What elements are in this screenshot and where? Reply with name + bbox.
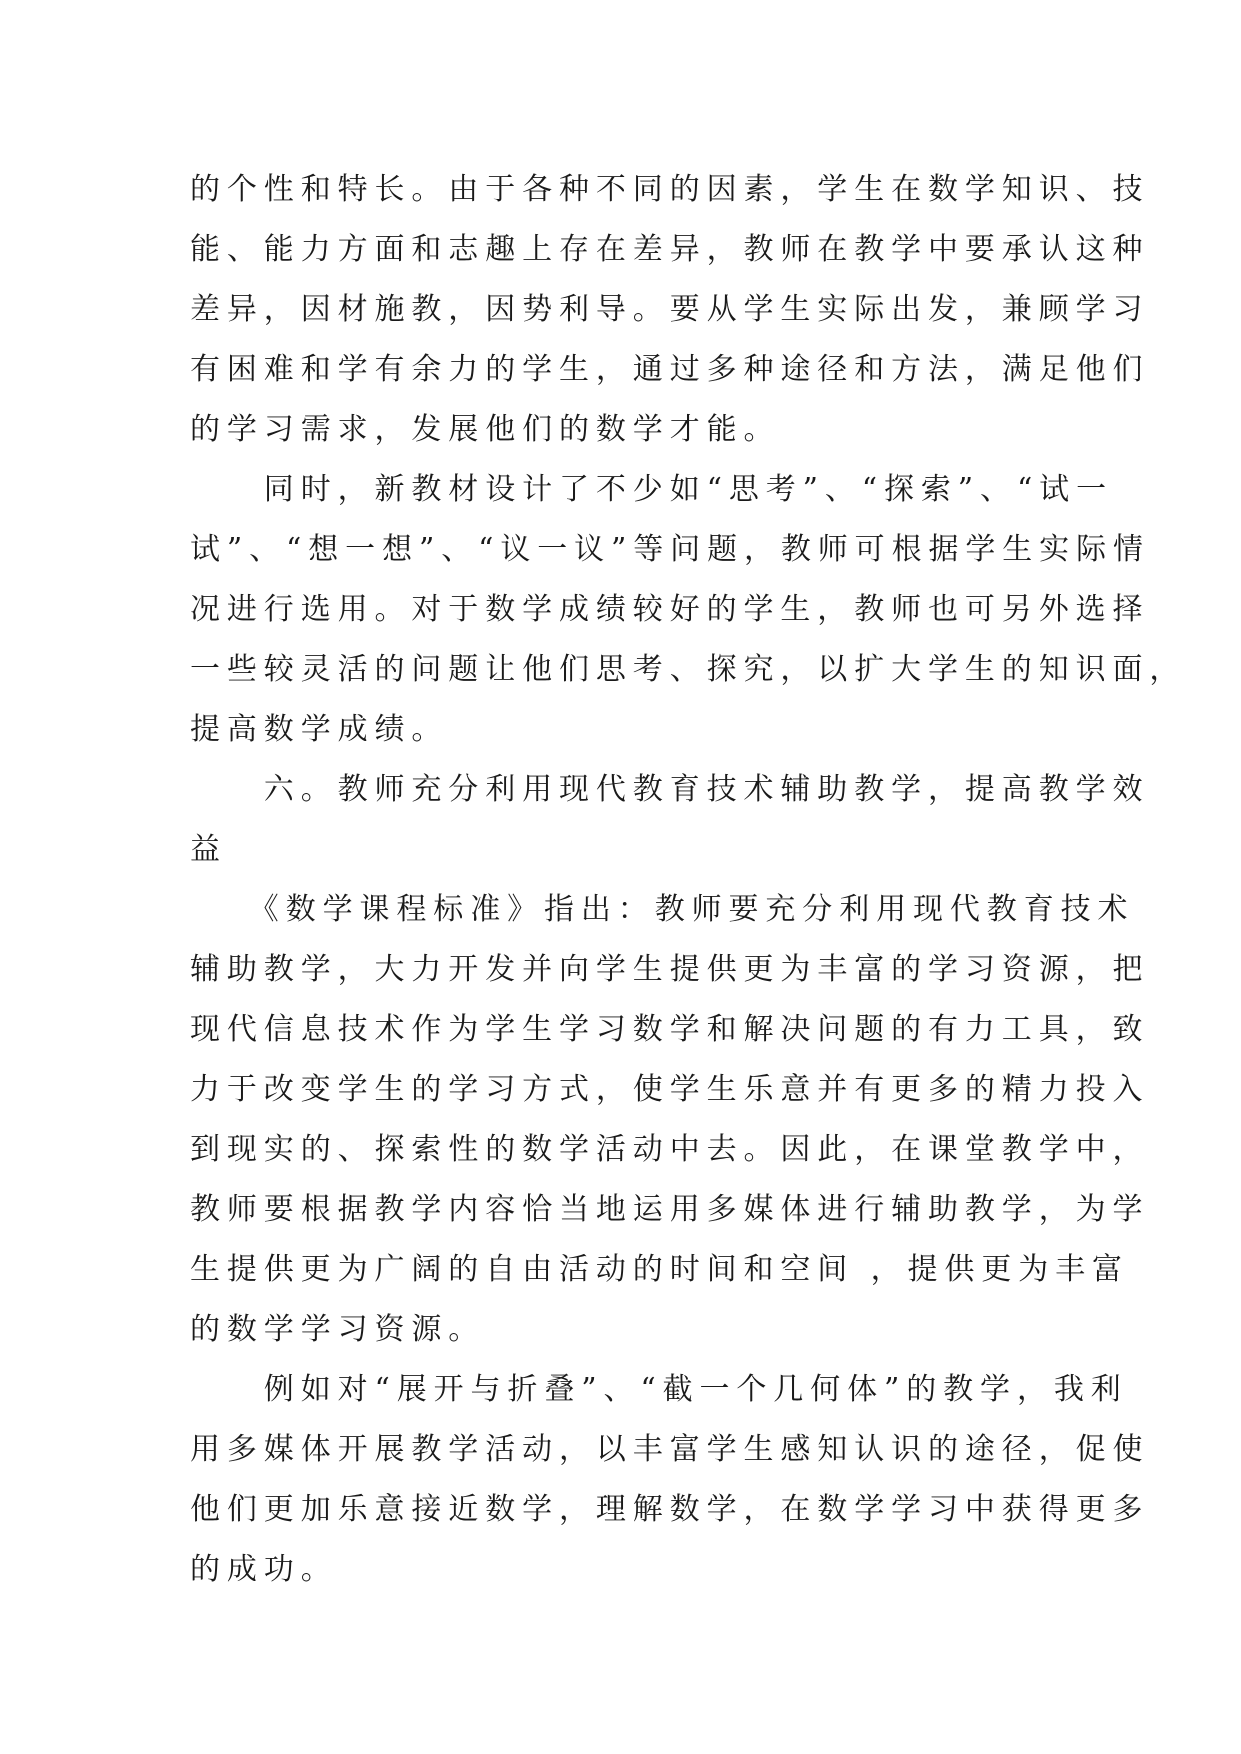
- section-heading-line: 益: [190, 832, 227, 867]
- text-line: 他们更加乐意接近数学，理解数学，在数学学习中获得更多: [190, 1492, 1150, 1527]
- text-line: 能、能力方面和志趣上存在差异，教师在教学中要承认这种: [190, 232, 1150, 267]
- text-line: 况进行选用。对于数学成绩较好的学生，教师也可另外选择: [190, 592, 1150, 627]
- document-body: [190, 160, 1187, 1600]
- text-line: 的学习需求，发展他们的数学才能。: [190, 412, 781, 447]
- text-line: 一些较灵活的问题让他们思考、探究，以扩大学生的知识面，: [190, 652, 1187, 687]
- text-line: 试”、“想一想”、“议一议”等问题，教师可根据学生实际情: [190, 532, 1150, 567]
- text-line: 用多媒体开展教学活动，以丰富学生感知认识的途径，促使: [190, 1432, 1150, 1467]
- text-line: 生提供更为广阔的自由活动的时间和空间 ，提供更为丰富: [190, 1252, 1129, 1287]
- text-line: 到现实的、探索性的数学活动中去。因此，在课堂教学中，: [190, 1132, 1150, 1167]
- text-line: 的成功。: [190, 1552, 338, 1587]
- text-line: 差异，因材施教，因势利导。要从学生实际出发，兼顾学习: [190, 292, 1150, 327]
- text-line: 有困难和学有余力的学生，通过多种途径和方法，满足他们: [190, 352, 1150, 387]
- text-line: 辅助教学，大力开发并向学生提供更为丰富的学习资源，把: [190, 952, 1150, 987]
- text-line: 的数学学习资源。: [190, 1312, 486, 1347]
- text-line: 例如对“展开与折叠”、“截一个几何体”的教学，我利: [190, 1372, 1128, 1407]
- text-line: 力于改变学生的学习方式，使学生乐意并有更多的精力投入: [190, 1072, 1150, 1107]
- section-heading-line: 六。教师充分利用现代教育技术辅助教学，提高教学效: [190, 772, 1150, 807]
- text-line: 现代信息技术作为学生学习数学和解决问题的有力工具，致: [190, 1012, 1150, 1047]
- text-line: 提高数学成绩。: [190, 712, 449, 747]
- text-line: 的个性和特长。由于各种不同的因素，学生在数学知识、技: [190, 172, 1150, 207]
- text-line: 《数学课程标准》指出：教师要充分利用现代教育技术: [190, 892, 1135, 927]
- text-line: 同时，新教材设计了不少如“思考”、“探索”、“试一: [190, 472, 1113, 507]
- text-line: 教师要根据教学内容恰当地运用多媒体进行辅助教学，为学: [190, 1192, 1150, 1227]
